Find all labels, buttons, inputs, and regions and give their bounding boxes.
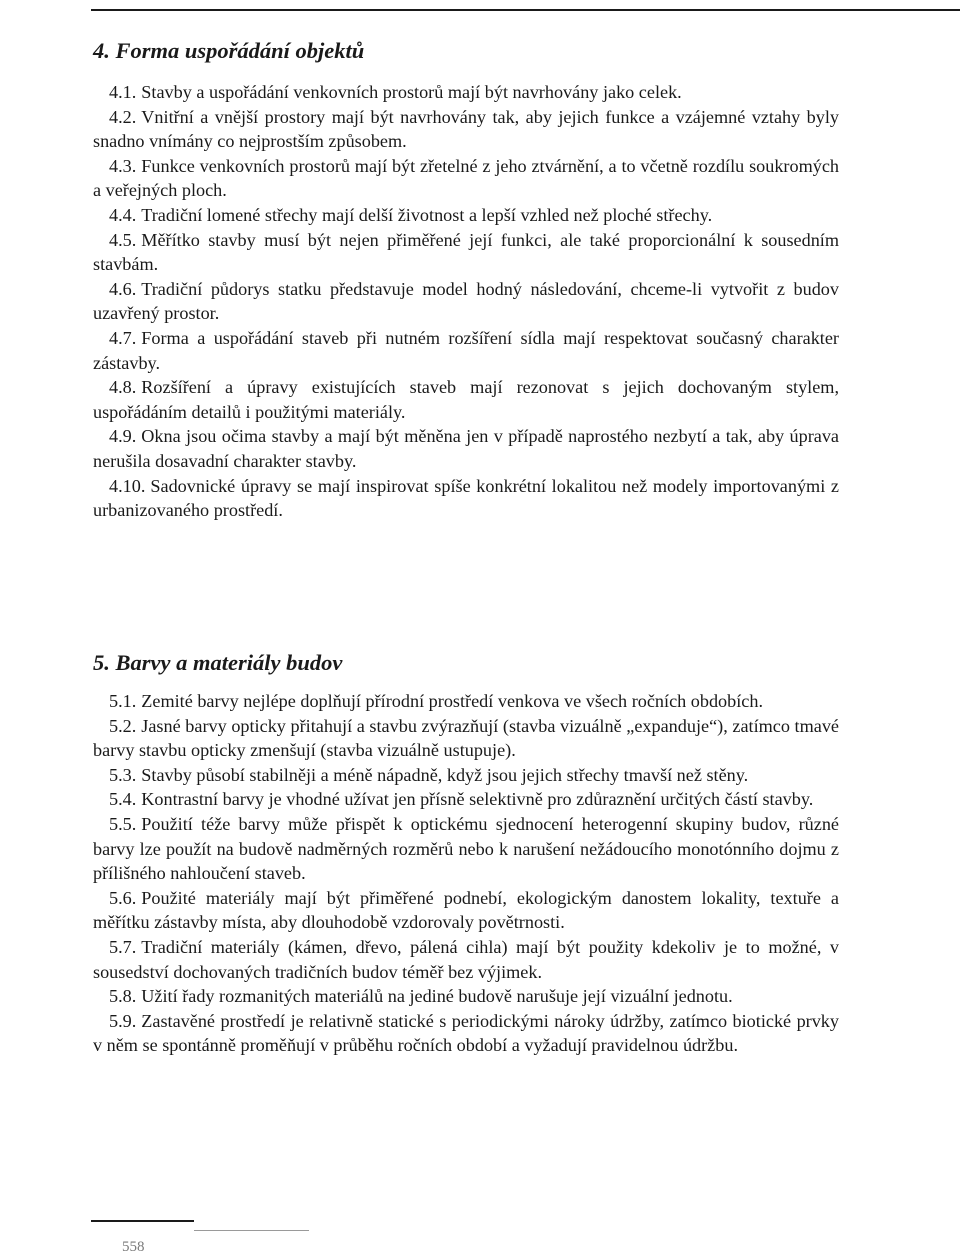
item-text: Tradiční půdorys statku představuje model hodný následování, chceme-li vytvořit z budov uzavřený prostor. <box>93 278 839 324</box>
item-text: Jasné barvy opticky přitahují a stavbu zvýrazňují (stavba vizuálně „expanduje“), zatímco tmavé barvy stavbu opticky zmenšují (stavba vizuálně ustupuje). <box>93 715 839 761</box>
item-number: 5.5. <box>109 813 137 834</box>
item-number: 5.6. <box>109 887 137 908</box>
item-text: Zemité barvy nejlépe doplňují přírodní prostředí venkova ve všech ročních obdobích. <box>141 691 764 711</box>
section-5-heading: 5. Barvy a materiály budov <box>93 650 343 675</box>
footer-rule <box>91 1220 194 1222</box>
item-number: 5.2. <box>109 715 137 736</box>
item-number: 4.3. <box>109 155 137 176</box>
item-number: 4.2. <box>109 106 137 127</box>
list-item <box>93 812 839 886</box>
section-5 <box>93 648 839 1058</box>
item-text: Zastavěné prostředí je relativně statické s periodickými nároky údržby, zatímco biotické prvky v něm se spontánně proměňují v průběhu ročních období a vyžadují pravidelnou údržbu. <box>93 1010 839 1056</box>
item-text: Užití řady rozmanitých materiálů na jediné budově narušuje její vizuální jednotu. <box>141 986 733 1007</box>
page-number: 558 <box>122 1239 145 1255</box>
footer-rule-thin <box>194 1230 309 1231</box>
item-number: 5.9. <box>109 1010 137 1031</box>
item-text: Funkce venkovních prostorů mají být zřetelné z jeho ztvárnění, a to včetně rozdílu soukromých a veřejných ploch. <box>93 155 839 201</box>
list-item <box>93 886 839 935</box>
list-item <box>93 105 839 154</box>
top-rule <box>91 9 960 11</box>
list-item <box>93 1009 839 1058</box>
item-number: 4.1. <box>109 82 137 102</box>
list-item <box>93 474 839 523</box>
item-text: Vnitřní a vnější prostory mají být navrhovány tak, aby jejich funkce a vzájemné vztahy byly snadno vnímány co nejprostším způsobem. <box>93 106 839 152</box>
item-text: Kontrastní barvy je vhodné užívat jen přísně selektivně pro zdůraznění určitých částí stavby. <box>141 789 814 810</box>
section-4-heading: 4. Forma uspořádání objektů <box>93 38 365 63</box>
item-number: 5.4. <box>109 789 137 810</box>
item-number: 4.9. <box>109 426 137 447</box>
item-text: Použití téže barvy může přispět k optickému sjednocení heterogenní skupiny budov, různé barvy lze použít na budově nadměrných rozměrů nebo k narušení nežádoucího monotónního dojmu z přílišného nahloučení staveb. <box>93 813 839 884</box>
list-item <box>93 787 839 812</box>
list-item <box>93 277 839 326</box>
section-4 <box>93 36 839 523</box>
item-number: 4.10. <box>109 475 146 496</box>
list-item <box>93 935 839 984</box>
item-text: Forma a uspořádání staveb při nutném rozšíření sídla mají respektovat současný charakter zástavby. <box>93 327 839 373</box>
item-number: 4.6. <box>109 278 137 299</box>
item-number: 4.5. <box>109 229 137 250</box>
item-number: 5.8. <box>109 986 137 1007</box>
list-item <box>93 80 839 105</box>
item-number: 5.7. <box>109 936 137 957</box>
list-item <box>93 375 839 424</box>
list-item <box>93 984 839 1009</box>
item-text: Stavby působí stabilněji a méně nápadně, když jsou jejich střechy tmavší než stěny. <box>141 764 749 785</box>
item-number: 5.3. <box>109 764 137 785</box>
item-number: 4.8. <box>109 377 137 398</box>
item-text: Měřítko stavby musí být nejen přiměřené její funkci, ale také proporcionální k sousedním stavbám. <box>93 229 839 275</box>
item-text: Sadovnické úpravy se mají inspirovat spíše konkrétní lokalitou než modely importovanými z urbanizovaného prostředí. <box>93 475 839 521</box>
list-item <box>93 203 839 228</box>
item-text: Stavby a uspořádání venkovních prostorů mají být navrhovány jako celek. <box>141 82 682 102</box>
item-text: Okna jsou očima stavby a mají být měněna jen v případě naprostého nezbytí a tak, aby úprava nerušila dosavadní charakter stavby. <box>93 426 839 471</box>
list-item <box>93 714 839 763</box>
item-text: Použité materiály mají být přiměřené podnebí, ekologickým danostem lokality, textuře a měřítku zástavby místa, aby dlouhodobě vzdorovaly povětrnosti. <box>93 887 839 933</box>
list-item <box>93 763 839 788</box>
list-item <box>93 689 839 714</box>
list-item <box>93 228 839 277</box>
item-text: Rozšíření a úpravy existujících staveb mají rezonovat s jejich dochovaným stylem, uspořádáním detailů i použitými materiály. <box>93 377 839 422</box>
list-item <box>93 154 839 203</box>
list-item <box>93 424 839 473</box>
item-text: Tradiční lomené střechy mají delší životnost a lepší vzhled než ploché střechy. <box>141 204 713 225</box>
item-text: Tradiční materiály (kámen, dřevo, pálená cihla) mají být použity kdekoliv je to možné, v sousedství dochovaných tradičních budov téměř bez výjimek. <box>93 936 839 982</box>
item-number: 5.1. <box>109 691 137 711</box>
item-number: 4.4. <box>109 204 137 225</box>
list-item <box>93 326 839 375</box>
item-number: 4.7. <box>109 327 137 348</box>
